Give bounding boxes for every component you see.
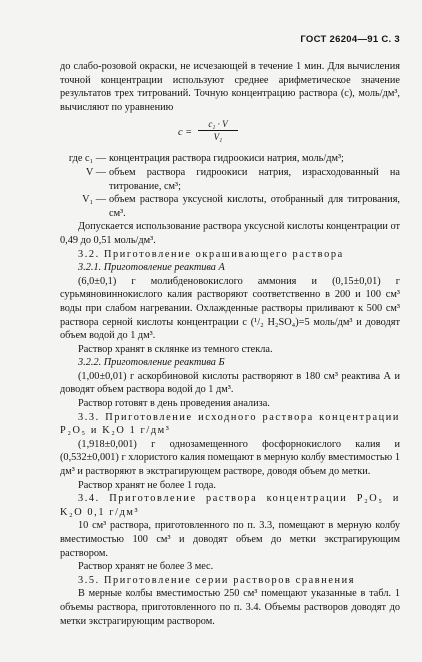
section-heading-3-3: 3.3. Приготовление исходного раствора концентрации P₂O₅ и K₂O 1 г/дм³ bbox=[60, 411, 400, 437]
section-heading-3-2-2: 3.2.2. Приготовление реактива Б bbox=[78, 357, 225, 369]
section-heading-3-5: 3.5. Приготовление серии растворов сравнения bbox=[78, 574, 356, 586]
paragraph-stock-storage: Раствор хранят не более 1 года. bbox=[78, 479, 216, 491]
paragraph-stock-solution: (1,918±0,001) г однозамещенного фосфорнокислого калия и (0,532±0,001) г хлористого калия помещают в мерную колбу вместимостью 1 дм³ и растворяют в экстрагирующем растворе, доводя объем до метки. bbox=[60, 438, 400, 478]
formula-denominator: V₁ bbox=[213, 132, 223, 143]
definition-symbol: V — bbox=[85, 166, 106, 178]
section-heading-3-2: 3.2. Приготовление окрашивающего раствора bbox=[78, 248, 344, 260]
document-body bbox=[60, 60, 400, 628]
paragraph-allowance: Допускается использование раствора уксусной кислоты концентрации от 0,49 до 0,51 моль/дм³. bbox=[60, 221, 400, 246]
definition-text: объем раствора гидроокиси натрия, израсходованный на титрование, см³; bbox=[109, 166, 400, 192]
definition-symbol: где c₁ — bbox=[68, 153, 106, 165]
formula-lhs: c = bbox=[178, 127, 193, 139]
paragraph-titration: до слабо-розовой окраски, не исчезающей в течение 1 мин. Для вычисления точной концентрации используют среднее арифметическое значение результатов трех титрований. Точную концентрацию раствора (c), моль/дм³, вычисляют по уравнению bbox=[60, 61, 400, 113]
paragraph-comparison-series: В мерные колбы вместимостью 250 см³ помещают указанные в табл. 1 объемы раствора, приготовленного по п. 3.4. Объемы растворов доводят до метки экстрагирующим раствором. bbox=[60, 588, 400, 627]
definition-row bbox=[60, 193, 400, 220]
paragraph-reagent-a-storage: Раствор хранят в склянке из темного стекла. bbox=[78, 343, 273, 355]
formula-definitions bbox=[60, 152, 400, 220]
formula-fraction bbox=[198, 118, 238, 144]
definition-text: объем раствора уксусной кислоты, отобранный для титрования, см³. bbox=[109, 194, 400, 219]
paragraph-reagent-b-storage: Раствор готовят в день проведения анализа. bbox=[78, 398, 270, 410]
paragraph-working-storage: Раствор хранят не более 3 мес. bbox=[78, 561, 214, 573]
concentration-formula bbox=[60, 118, 400, 146]
paragraph-reagent-a: (6,0±0,1) г молибденовокислого аммония и (0,15±0,01) г сурьмяновиннокислого калия растворяют соответственно в 200 и 100 см³ воды при слабом нагревании. Охлажденные растворы приливают к 500 см³ раствора серной кислоты концентрации c (¹/₂ H₂SO₄)=5 моль/дм³ и доводят объем водой до 1 дм³. bbox=[60, 275, 400, 342]
definition-text: концентрация раствора гидроокиси натрия, моль/дм³; bbox=[109, 153, 344, 165]
formula-numerator: c₁ · V bbox=[198, 118, 238, 131]
paragraph-reagent-b: (1,00±0,01) г аскорбиновой кислоты растворяют в 180 см³ реактива А и доводят объем раствора водой до 1 дм³. bbox=[60, 370, 400, 396]
page-header: ГОСТ 26204—91 С. 3 bbox=[300, 34, 400, 45]
paragraph-working-solution: 10 см³ раствора, приготовленного по п. 3.3, помещают в мерную колбу вместимостью 100 см³ и доводят объем до метки экстрагирующим раствором. bbox=[60, 520, 400, 559]
definition-row bbox=[60, 166, 400, 193]
section-heading-3-4: 3.4. Приготовление раствора концентрации P₂O₅ и K₂O 0,1 г/дм³ bbox=[60, 493, 400, 518]
definition-row bbox=[60, 152, 400, 166]
section-heading-3-2-1: 3.2.1. Приготовление реактива А bbox=[78, 262, 225, 274]
definition-symbol: V₁ — bbox=[82, 194, 106, 206]
